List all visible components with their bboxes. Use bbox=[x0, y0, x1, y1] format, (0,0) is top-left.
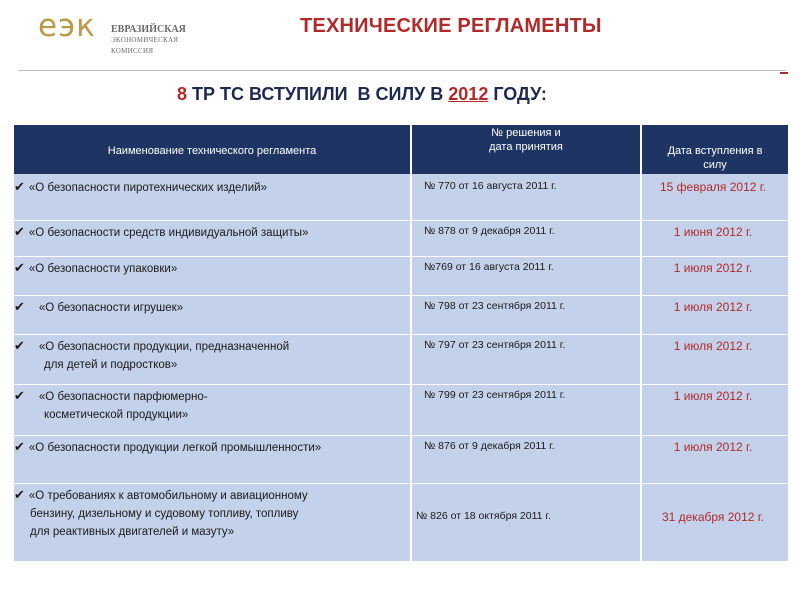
table-row bbox=[14, 296, 788, 335]
regulation-name-line bbox=[14, 523, 308, 541]
column-divider bbox=[410, 174, 412, 221]
subtitle-count: 8 bbox=[177, 84, 188, 104]
regulation-name-text: для детей и подростков» bbox=[44, 359, 178, 371]
table-header bbox=[14, 125, 788, 174]
regulation-name bbox=[14, 438, 321, 457]
regulations-table bbox=[14, 125, 788, 562]
header-decision bbox=[412, 126, 640, 154]
column-divider bbox=[640, 257, 642, 296]
column-divider bbox=[640, 385, 642, 436]
checkmark-icon: ✔ bbox=[14, 224, 25, 239]
table-row bbox=[14, 335, 788, 385]
column-divider bbox=[410, 296, 412, 335]
regulation-name-text: «О безопасности парфюмерно- bbox=[38, 391, 208, 403]
table-row bbox=[14, 174, 788, 221]
effective-date-cell: 1 июля 2012 г. bbox=[673, 300, 753, 314]
regulation-name-line bbox=[14, 298, 183, 317]
header-accent-mark bbox=[780, 72, 788, 74]
regulation-name-line bbox=[14, 259, 177, 278]
regulation-name-line bbox=[14, 505, 308, 523]
column-divider bbox=[410, 335, 412, 385]
regulation-name-text: «О требованиях к автомобильному и авиационному bbox=[28, 490, 308, 502]
logo-line-3: КОМИССИЯ bbox=[111, 47, 154, 55]
regulation-name-line bbox=[14, 406, 208, 424]
effective-date-cell: 31 декабря 2012 г. bbox=[661, 510, 765, 524]
regulation-name-line bbox=[14, 178, 267, 197]
header-name: Наименование технического регламента bbox=[107, 145, 317, 157]
header-decision-line1: № решения и bbox=[491, 127, 561, 139]
column-divider bbox=[640, 221, 642, 257]
effective-date-cell: 1 июля 2012 г. bbox=[673, 440, 753, 454]
regulation-name bbox=[14, 223, 308, 242]
decision-cell: №769 от 16 августа 2011 г. bbox=[424, 261, 554, 273]
regulation-name-text: для реактивных двигателей и мазуту» bbox=[30, 526, 235, 538]
logo-line-2: ЭКОНОМИЧЕСКАЯ bbox=[111, 36, 179, 44]
column-divider bbox=[410, 385, 412, 436]
effective-date-cell: 1 июля 2012 г. bbox=[673, 389, 753, 403]
effective-date-cell: 1 июля 2012 г. bbox=[673, 339, 753, 353]
regulation-name bbox=[14, 178, 267, 197]
column-divider bbox=[640, 174, 642, 221]
table-row bbox=[14, 257, 788, 296]
table-row bbox=[14, 221, 788, 257]
logo-line-1: ЕВРАЗИЙСКАЯ bbox=[111, 24, 186, 35]
effective-date-cell: 1 июня 2012 г. bbox=[673, 225, 753, 239]
decision-cell: № 770 от 16 августа 2011 г. bbox=[424, 180, 557, 192]
header-date bbox=[642, 144, 788, 172]
regulation-name bbox=[14, 259, 177, 278]
checkmark-icon: ✔ bbox=[14, 487, 25, 502]
column-divider bbox=[640, 436, 642, 484]
regulation-name-text: «О безопасности средств индивидуальной защиты» bbox=[28, 227, 309, 239]
decision-cell: № 799 от 23 сентября 2011 г. bbox=[424, 389, 566, 401]
regulation-name-line bbox=[14, 223, 308, 242]
column-divider bbox=[640, 484, 642, 562]
table-row bbox=[14, 484, 788, 562]
decision-cell: № 798 от 23 сентября 2011 г. bbox=[424, 300, 566, 312]
subtitle-end: ГОДУ: bbox=[488, 84, 547, 104]
logo-mark: еэк bbox=[38, 8, 96, 44]
regulation-name-line bbox=[14, 438, 321, 457]
subtitle-year: 2012 bbox=[448, 84, 489, 104]
effective-date-cell: 1 июля 2012 г. bbox=[673, 261, 753, 275]
effective-date-cell: 15 февраля 2012 г. bbox=[659, 180, 767, 194]
regulation-name-text: бензину, дизельному и судовому топливу, топливу bbox=[30, 508, 299, 520]
decision-cell: № 797 от 23 сентября 2011 г. bbox=[424, 339, 566, 351]
regulation-name-line bbox=[14, 356, 289, 374]
column-divider bbox=[410, 221, 412, 257]
regulation-name bbox=[14, 298, 183, 317]
slide-subtitle bbox=[177, 84, 547, 105]
regulation-name bbox=[14, 486, 308, 541]
column-divider bbox=[640, 296, 642, 335]
decision-cell: № 876 от 9 декабря 2011 г. bbox=[424, 440, 555, 452]
regulation-name-text: «О безопасности упаковки» bbox=[28, 263, 178, 275]
table-row bbox=[14, 385, 788, 436]
header-divider bbox=[18, 70, 786, 71]
decision-cell: № 878 от 9 декабря 2011 г. bbox=[424, 225, 555, 237]
checkmark-icon: ✔ bbox=[14, 179, 25, 194]
header-date-line2: силу bbox=[703, 159, 727, 171]
header-decision-line2: дата принятия bbox=[489, 141, 563, 153]
column-divider bbox=[640, 335, 642, 385]
regulation-name bbox=[14, 387, 208, 424]
checkmark-icon: ✔ bbox=[14, 338, 25, 353]
row-divider bbox=[14, 561, 788, 563]
checkmark-icon: ✔ bbox=[14, 388, 25, 403]
regulation-name-text: «О безопасности игрушек» bbox=[38, 302, 184, 314]
subtitle-middle: ТР ТС ВСТУПИЛИ В СИЛУ В bbox=[187, 84, 449, 104]
regulation-name-line bbox=[14, 486, 308, 505]
column-divider bbox=[410, 257, 412, 296]
decision-cell: № 826 от 18 октября 2011 г. bbox=[416, 510, 551, 522]
table-row bbox=[14, 436, 788, 484]
logo-text bbox=[111, 24, 221, 57]
slide-header bbox=[0, 0, 800, 72]
regulation-name-line bbox=[14, 337, 289, 356]
column-divider bbox=[410, 436, 412, 484]
regulation-name-line bbox=[14, 387, 208, 406]
header-date-line1: Дата вступления в bbox=[667, 145, 763, 157]
regulation-name-text: «О безопасности продукции, предназначенной bbox=[38, 341, 290, 353]
checkmark-icon: ✔ bbox=[14, 439, 25, 454]
checkmark-icon: ✔ bbox=[14, 260, 25, 275]
regulation-name-text: «О безопасности пиротехнических изделий» bbox=[28, 182, 267, 194]
checkmark-icon: ✔ bbox=[14, 299, 25, 314]
regulation-name bbox=[14, 337, 289, 374]
page-title: ТЕХНИЧЕСКИЕ РЕГЛАМЕНТЫ bbox=[300, 15, 602, 37]
regulation-name-text: косметической продукции» bbox=[44, 409, 189, 421]
regulation-name-text: «О безопасности продукции легкой промышленности» bbox=[28, 442, 322, 454]
column-divider bbox=[410, 484, 412, 562]
